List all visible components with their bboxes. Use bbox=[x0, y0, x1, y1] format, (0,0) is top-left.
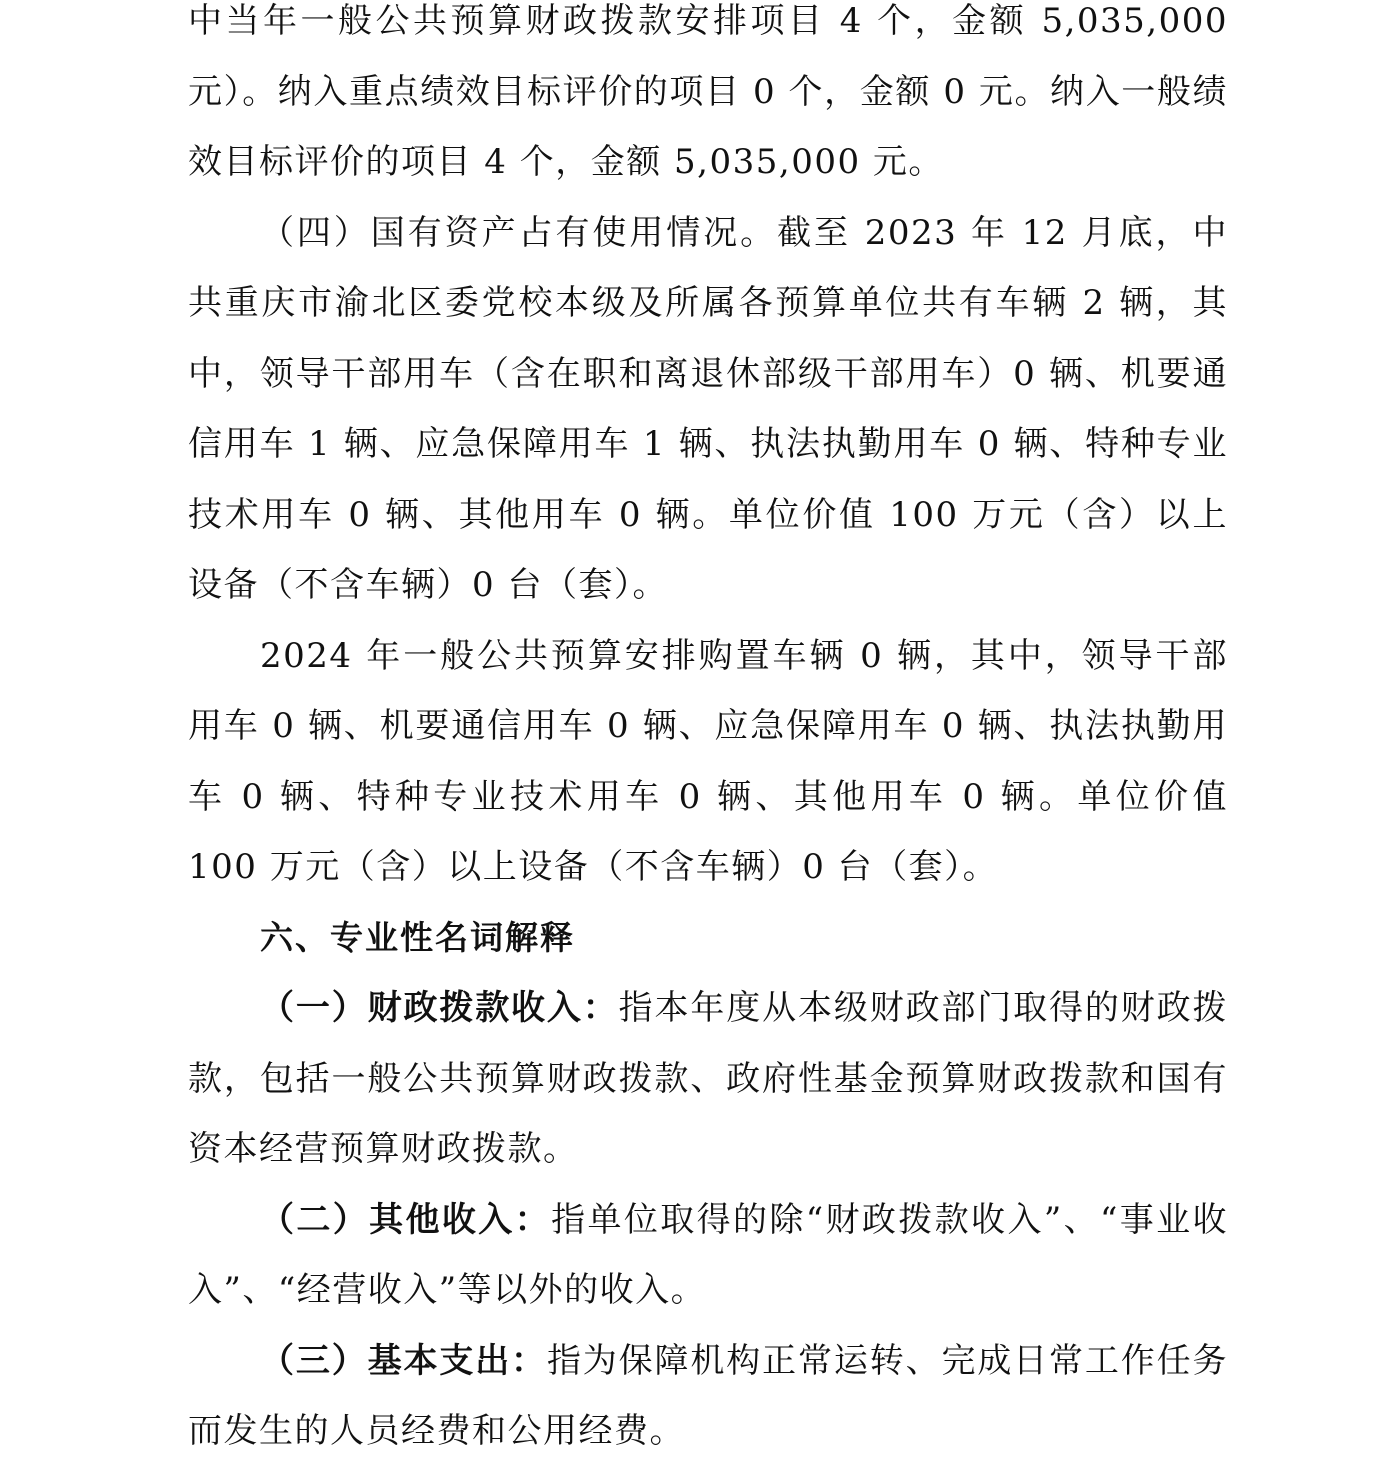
paragraph-text-state-assets: 截至 2023 年 12 月底，中共重庆市渝北区委党校本级及所属各预算单位共有车辆 2 辆，其中，领导干部用车（含在职和离退休部级干部用车）0 辆、机要通信用车 1 辆、应急保障用车 1 辆、执法执勤用车 0 辆、特种专业技术用车 0 辆、其他用车 0 辆。单位价值 100 万元（含）以上设备（不含车辆）0 台（套）。 bbox=[188, 212, 1228, 605]
paragraph-vehicle-purchase: 2024 年一般公共预算安排购置车辆 0 辆，其中，领导干部用车 0 辆、机要通信用车 0 辆、应急保障用车 0 辆、执法执勤用车 0 辆、特种专业技术用车 0 辆、其他用车 0 辆。单位价值 100 万元（含）以上设备（不含车辆）0 台（套）。 bbox=[188, 635, 1228, 887]
definition-fiscal-appropriation bbox=[188, 973, 1228, 1185]
document-body bbox=[188, 0, 1228, 1467]
definition-label: （三）基本支出： bbox=[260, 1340, 547, 1381]
section-heading-terms: 六、专业性名词解释 bbox=[260, 917, 575, 957]
definition-label: （一）财政拨款收入： bbox=[260, 988, 619, 1028]
paragraph-state-assets bbox=[188, 198, 1228, 621]
definition-text: 指单位取得的除“财政拨款收入”、“事业收入”、“经营收入”等以外的收入。 bbox=[188, 1199, 1229, 1310]
definition-other-income bbox=[188, 1185, 1228, 1326]
paragraph-label-state-assets: （四）国有资产占有使用情况。 bbox=[260, 212, 778, 253]
definition-label: （二）其他收入： bbox=[260, 1199, 552, 1240]
definition-text: 指本年度从本级财政部门取得的财政拨款，包括一般公共预算财政拨款、政府性基金预算财政拨款和国有资本经营预算财政拨款。 bbox=[188, 988, 1229, 1169]
definition-basic-expenditure bbox=[188, 1326, 1228, 1467]
definition-text: 指为保障机构正常运转、完成日常工作任务而发生的人员经费和公用经费。 bbox=[188, 1340, 1229, 1451]
paragraph-project-budget: 中当年一般公共预算财政拨款安排项目 4 个，金额 5,035,000 元）。纳入重点绩效目标评价的项目 0 个，金额 0 元。纳入一般绩效目标评价的项目 4 个，金额 5,035,000 元。 bbox=[188, 1, 1228, 182]
